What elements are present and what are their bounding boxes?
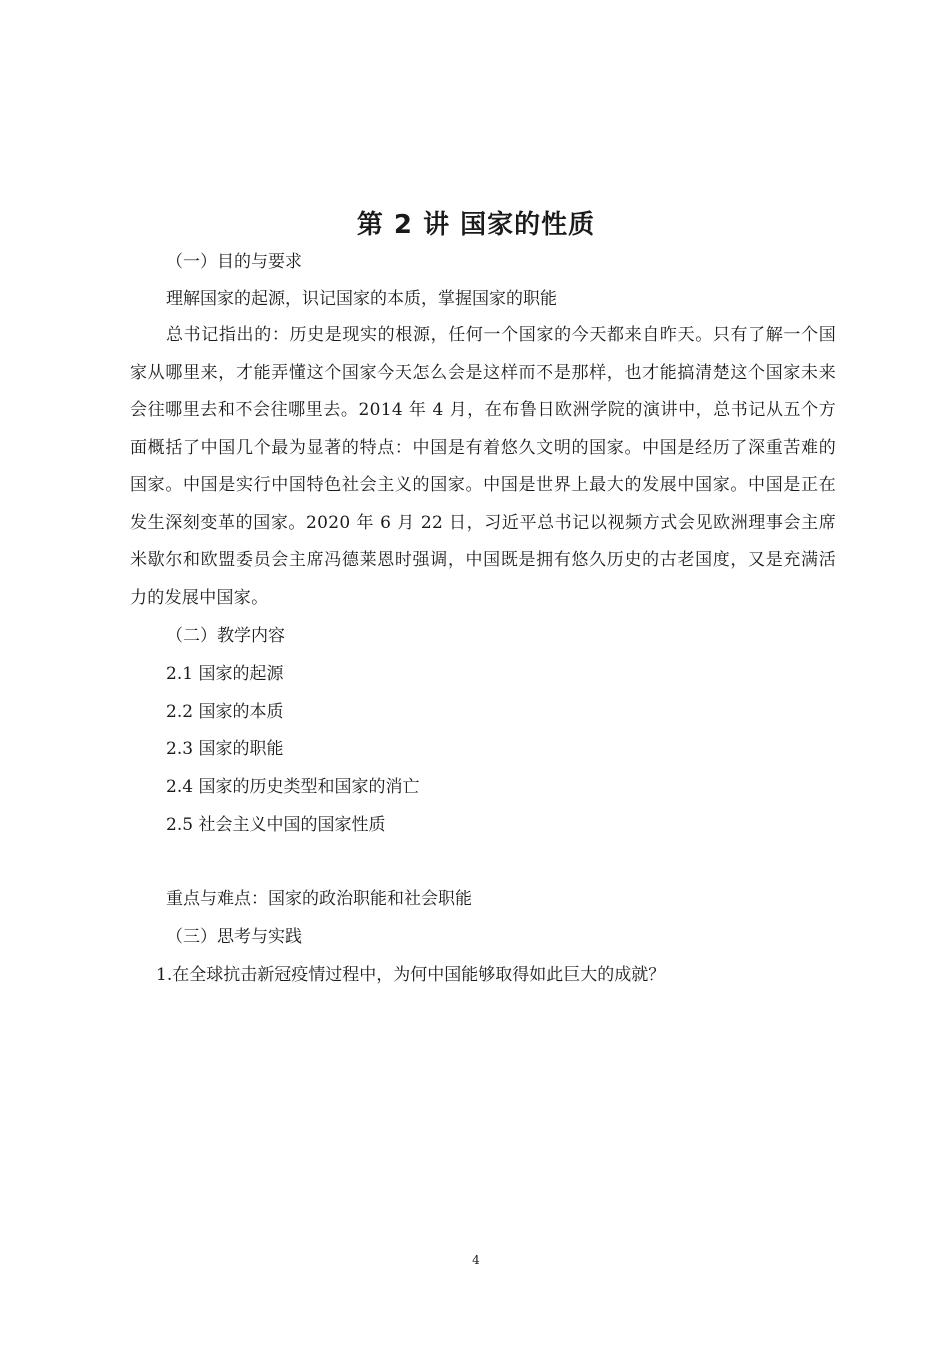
objective-text: 理解国家的起源，识记国家的本质，掌握国家的职能: [166, 289, 557, 309]
content-item-2-1: 2.1 国家的起源: [166, 664, 284, 684]
content-item-2-2: 2.2 国家的本质: [166, 702, 284, 722]
content-item-2-5: 2.5 社会主义中国的国家性质: [166, 815, 386, 835]
key-points: 重点与难点：国家的政治职能和社会职能: [166, 889, 472, 909]
page-title: 第 2 讲 国家的性质: [356, 210, 596, 240]
body-paragraph: 总书记指出的：历史是现实的根源，任何一个国家的今天都来自昨天。只有了解一个国家从哪里来，才能弄懂这个国家今天怎么会是这样而不是那样，也才能搞清楚这个国家未来会往哪里去和不会往哪里去。2014 年 4 月，在布鲁日欧洲学院的演讲中，总书记从五个方面概括了中国几个最为显著的特点：中国是有着悠久文明的国家。中国是经历了深重苦难的国家。中国是实行中国特色社会主义的国家。中国是世界上最大的发展中国家。中国是正在发生深刻变革的国家。2020 年 6 月 22 日，习近平总书记以视频方式会见欧洲理事会主席米歇尔和欧盟委员会主席冯德莱恩时强调，中国既是拥有悠久历史的古老国度，又是充满活力的发展中国家。: [130, 325, 836, 608]
section2-heading: （二）教学内容: [166, 626, 285, 646]
content-item-2-4: 2.4 国家的历史类型和国家的消亡: [166, 777, 420, 797]
section3-heading: （三）思考与实践: [166, 927, 302, 947]
question-1: 1.在全球抗击新冠疫情过程中，为何中国能够取得如此巨大的成就？: [156, 965, 666, 985]
content-item-2-3: 2.3 国家的职能: [166, 739, 284, 759]
page-number: 4: [472, 1253, 480, 1267]
section1-heading: （一）目的与要求: [166, 252, 302, 272]
